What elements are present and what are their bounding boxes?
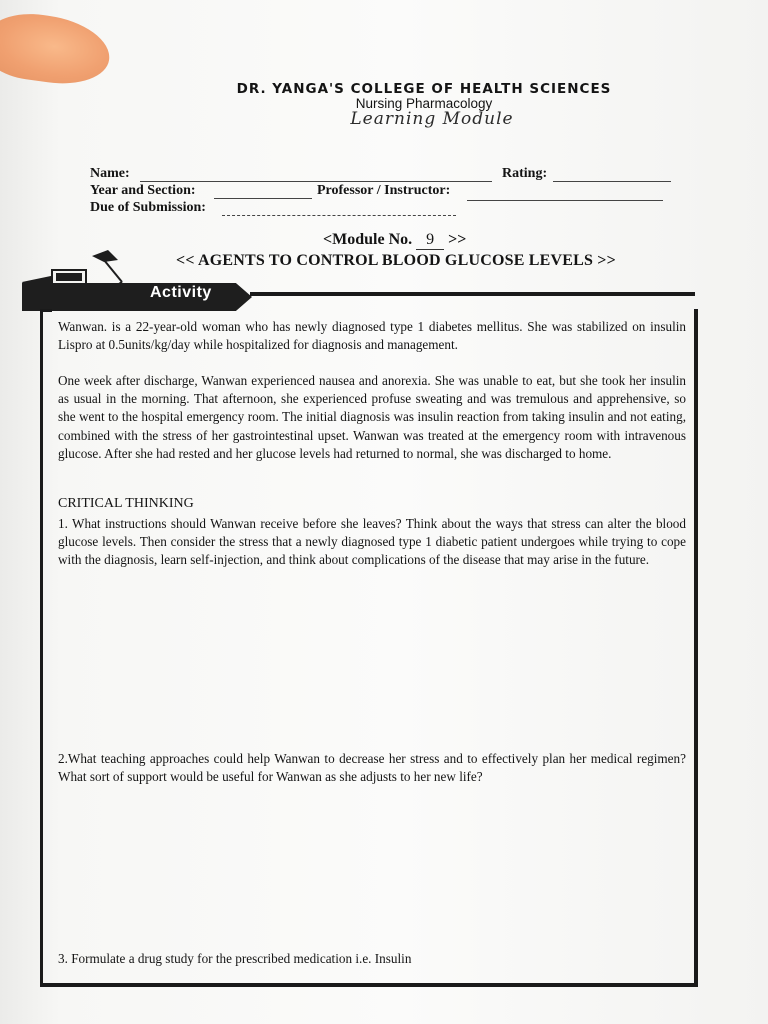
module-number-suffix: >> (448, 231, 467, 248)
name-label: Name: (90, 166, 130, 181)
due-label: Due of Submission: (90, 200, 206, 215)
case-paragraph-1: Wanwan. is a 22-year-old woman who has newly diagnosed type 1 diabetes mellitus. She was stabilized on insulin Lispro at 0.5units/kg/day while hospitalized for diagnosis and management. (58, 319, 686, 353)
name-field-line[interactable] (140, 181, 492, 182)
year-section-label: Year and Section: (90, 183, 196, 198)
critical-thinking-heading: CRITICAL THINKING (58, 496, 194, 511)
subject-title: Nursing Pharmacology (355, 96, 493, 111)
question-1: 1. What instructions should Wanwan receive before she leaves? Think about the ways that stress can alter the blood glucose levels. Then consider the stress that a newly diagnosed type 1 diabetic patient undergoes while trying to cope with the diagnosis, learn self-injection, and think about complications of the disease that may arise in the future. (58, 516, 686, 568)
module-title: << AGENTS TO CONTROL BLOOD GLUCOSE LEVELS >> (176, 252, 616, 269)
module-number-prefix: <Module No. (323, 231, 413, 248)
activity-tab (22, 283, 252, 311)
due-field-line[interactable] (222, 215, 456, 216)
module-number-value: 9 (416, 231, 444, 250)
thumb-in-photo (0, 8, 114, 91)
handwritten-note: Learning Module (350, 109, 514, 129)
college-name: DR. YANGA'S COLLEGE OF HEALTH SCIENCES (236, 81, 612, 97)
activity-box-corner (40, 309, 52, 312)
activity-box-top-border (250, 292, 695, 296)
case-paragraph-2: One week after discharge, Wanwan experienced nausea and anorexia. She was unable to eat, but she took her insulin as usual in the morning. That afternoon, she experienced profuse sweating and was tremulous and apprehensive, so she went to the hospital emergency room. The initial diagnosis was insulin reaction from taking insulin and not eating, combined with the stress of her gastrointestinal upset. Wanwan was treated at the emergency room with intravenous glucose. After she had rested and her glucose levels had returned to normal, she was discharged to home. (58, 373, 686, 461)
professor-label: Professor / Instructor: (317, 183, 451, 198)
professor-field-line[interactable] (467, 200, 663, 201)
question-2: 2.What teaching approaches could help Wanwan to decrease her stress and to effectively plan her medical regimen? What sort of support would be useful for Wanwan as she adjusts to her new life? (58, 751, 686, 785)
question-3: 3. Formulate a drug study for the prescribed medication i.e. Insulin (58, 951, 412, 966)
year-section-field-line[interactable] (214, 198, 312, 199)
module-number (323, 231, 466, 250)
activity-label: Activity (150, 284, 212, 301)
rating-field-line[interactable] (553, 181, 671, 182)
rating-label: Rating: (502, 166, 548, 181)
